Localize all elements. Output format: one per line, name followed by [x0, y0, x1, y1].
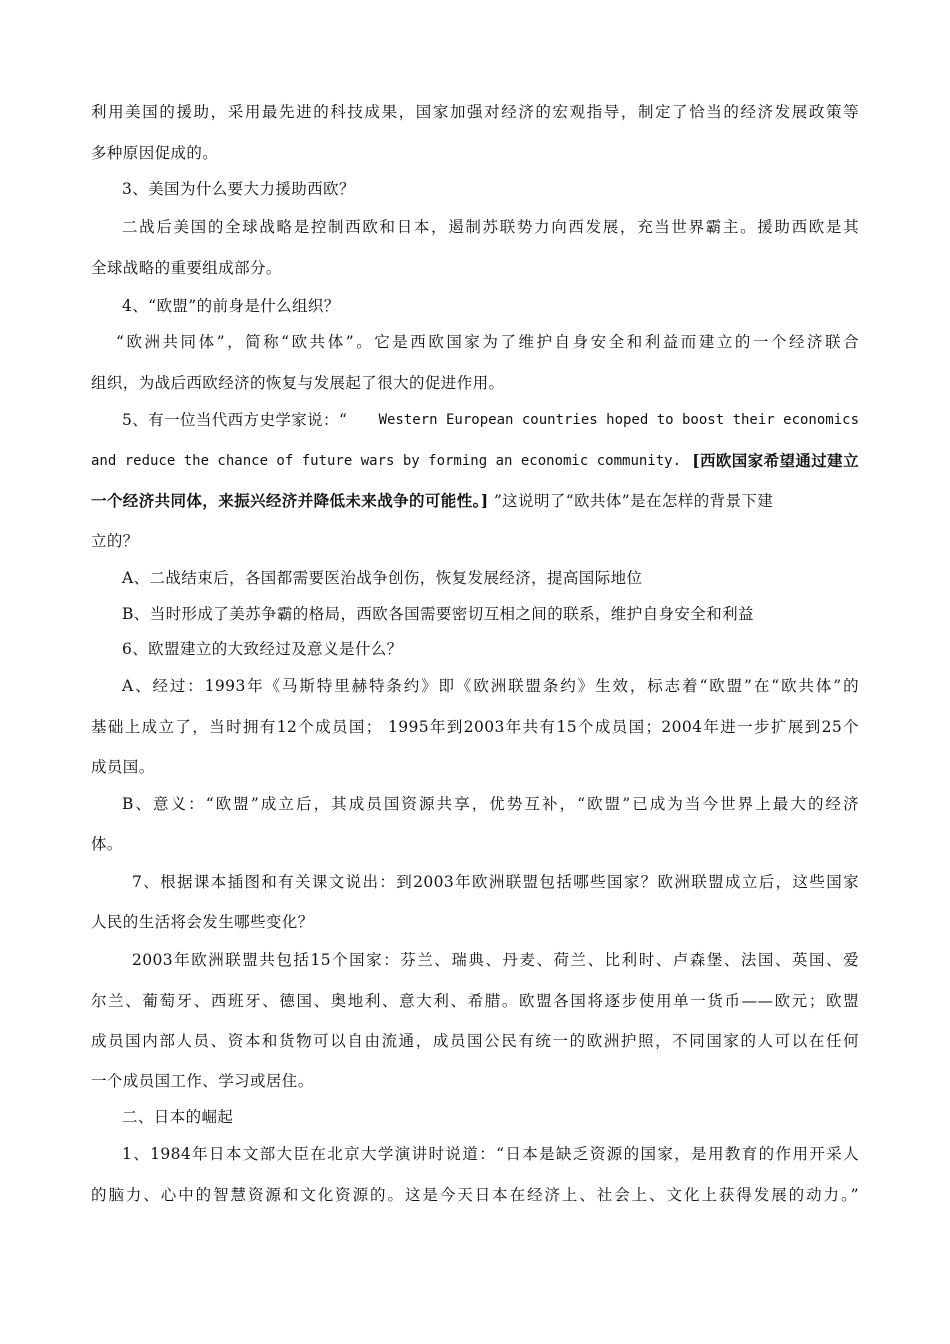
- paragraph-line: 一个成员国工作、学习或居住。: [91, 1072, 314, 1090]
- paragraph-line: 利用美国的援助，采用最先进的科技成果，国家加强对经济的宏观指导，制定了恰当的经济发展政策等: [91, 103, 859, 121]
- paragraph-line: 全球战略的重要组成部分。: [91, 259, 282, 277]
- paragraph-line: 成员国。: [91, 758, 155, 776]
- paragraph-line: 的脑力、心中的智慧资源和文化资源的。这是今天日本在经济上、社会上、文化上获得发展的动力。”: [91, 1186, 859, 1204]
- quote-line: [91, 491, 773, 511]
- question-heading: 4、“欧盟”的前身是什么组织？: [122, 297, 340, 315]
- quote-line: [91, 451, 859, 471]
- paragraph-line: 尔兰、葡萄牙、西班牙、德国、奥地利、意大利、希腊。欧盟各国将逐步使用单一货币——欧元；欧盟: [91, 992, 859, 1010]
- question-text: 5、有一位当代西方史学家说：“: [122, 411, 348, 429]
- question-heading: 6、欧盟建立的大致经过及意义是什么？: [122, 640, 403, 658]
- paragraph-line: 成员国内部人员、资本和货物可以自由流通，成员国公民有统一的欧洲护照，不同国家的人可以在任何: [91, 1032, 859, 1050]
- paragraph-line: 体。: [91, 835, 123, 853]
- question-heading: 3、美国为什么要大力援助西欧？: [122, 180, 355, 198]
- answer-option: A、二战结束后，各国都需要医治战争创伤，恢复发展经济，提高国际地位: [122, 569, 643, 587]
- paragraph-line: A、经过：1993年《马斯特里赫特条约》即《欧洲联盟条约》生效，标志着“欧盟”在“欧共体”的: [122, 677, 859, 695]
- paragraph-line: 1、1984年日本文部大臣在北京大学演讲时说道：“日本是缺乏资源的国家，是用教育的作用开采人: [122, 1145, 859, 1163]
- question-text: ”这说明了“欧共体”是在怎样的背景下建: [488, 492, 774, 510]
- paragraph-line: “欧洲共同体”，简称“欧共体”。它是西欧国家为了维护自身安全和利益而建立的一个经济联合: [116, 333, 859, 351]
- paragraph-line: 二战后美国的全球战略是控制西欧和日本，遏制苏联势力向西发展，充当世界霸主。援助西欧是其: [122, 218, 859, 236]
- quote-line: [122, 410, 859, 430]
- paragraph-line: B、意义：“欧盟”成立后，其成员国资源共享，优势互补，“欧盟”已成为当今世界上最大的经济: [122, 795, 859, 813]
- paragraph-line: 组织，为战后西欧经济的恢复与发展起了很大的促进作用。: [91, 374, 505, 392]
- answer-option: B、当时形成了美苏争霸的格局，西欧各国需要密切互相之间的联系，维护自身安全和利益: [122, 605, 754, 623]
- section-heading: 二、日本的崛起: [122, 1108, 234, 1126]
- translation-text: [西欧国家希望通过建立: [692, 451, 859, 470]
- paragraph-line: 立的？: [91, 532, 139, 550]
- paragraph-line: 基础上成立了，当时拥有12个成员国； 1995年到2003年共有15个成员国；2004年进一步扩展到25个: [91, 718, 859, 736]
- english-quote: and reduce the chance of future wars by forming an economic community.: [91, 453, 682, 469]
- paragraph-line: 多种原因促成的。: [91, 144, 219, 162]
- paragraph-line: 2003年欧洲联盟共包括15个国家：芬兰、瑞典、丹麦、荷兰、比利时、卢森堡、法国、英国、爱: [132, 951, 859, 969]
- translation-text: 一个经济共同体，来振兴经济并降低未来战争的可能性。]: [91, 491, 489, 510]
- question-heading: 7、根据课本插图和有关课文说出：到2003年欧洲联盟包括哪些国家？欧洲联盟成立后，这些国家: [132, 873, 859, 891]
- paragraph-line: 人民的生活将会发生哪些变化？: [91, 913, 314, 931]
- english-quote: Western European countries hoped to boost their economics: [378, 412, 859, 428]
